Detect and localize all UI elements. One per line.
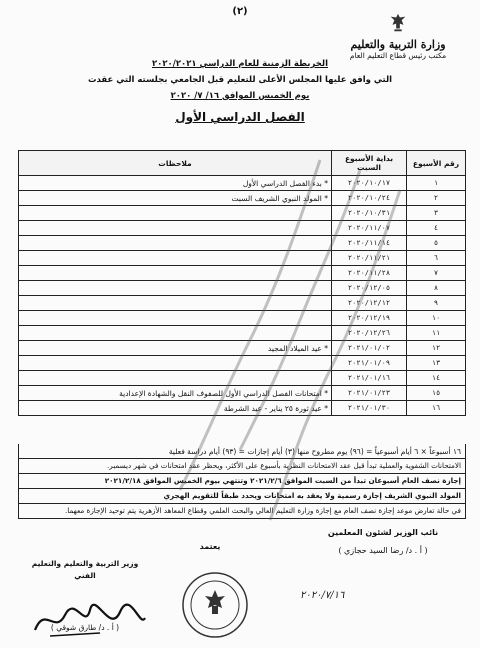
notes-cell: * بدء الفصل الدراسي الأول <box>19 176 332 191</box>
notes-cell <box>19 326 332 341</box>
table-row <box>19 386 466 401</box>
note-item: في حالة تعارض موعد إجازة نصف العام مع إجازة وزارة التعليم العالي والبحث العلمي وقطاع المعاهد الأزهرية يتم توحيد الإجازة معهما. <box>19 503 465 518</box>
table-row <box>19 236 466 251</box>
week-start-cell: ٢٠٢٠/١١/٢٨ <box>332 266 407 281</box>
notes-cell: * امتحانات الفصل الدراسي الأول للصفوف النقل والشهادة الإعدادية <box>19 386 332 401</box>
title-line-2: التي وافق عليها المجلس الأعلى للتعليم قبل الجامعي بجلسته التي عقدت <box>87 75 393 85</box>
week-number-cell: ٥ <box>407 236 466 251</box>
note-item: إجازة نصف العام أسبوعان تبدأ من السبت الموافق ٢٠٢١/٢/٦ وتنتهي بيوم الخميس الموافق ٢٠٢١/٢/١٨ <box>19 473 465 488</box>
week-number-cell: ١٣ <box>407 356 466 371</box>
week-number-cell: ٦ <box>407 251 466 266</box>
week-number-cell: ١٢ <box>407 341 466 356</box>
week-start-cell: ٢٠٢١/٠١/٣٠ <box>332 401 407 416</box>
week-start-cell: ٢٠٢٠/١١/١٤ <box>332 236 407 251</box>
week-number-cell: ٧ <box>407 266 466 281</box>
notes-cell: * المولد النبوي الشريف السبت <box>19 191 332 206</box>
notes-cell <box>19 356 332 371</box>
signature-scribble-icon <box>30 600 150 640</box>
header-notes: ملاحظات <box>19 151 332 176</box>
table-row <box>19 206 466 221</box>
title-line-1: الخريطة الزمنية للعام الدراسي ٢٠٢٠/٢٠٢١ <box>151 59 328 69</box>
deputy-title: نائب الوزير لشئون المعلمين <box>327 528 439 537</box>
note-item: المولد النبوي الشريف إجازة رسمية ولا يعقد به امتحانات ويحدد طبقاً للتقويم الهجري <box>19 488 465 503</box>
week-start-cell: ٢٠٢٠/١١/٢١ <box>332 251 407 266</box>
notes-box <box>18 459 466 519</box>
notes-cell: * عيد الميلاد المجيد <box>19 341 332 356</box>
document-title <box>40 56 440 104</box>
week-start-cell: ٢٠٢٠/١٢/١٩ <box>332 311 407 326</box>
notes-cell <box>19 281 332 296</box>
table-row <box>19 371 466 386</box>
table-row <box>19 251 466 266</box>
notes-cell <box>19 221 332 236</box>
week-number-cell: ١١ <box>407 326 466 341</box>
week-start-cell: ٢٠٢٠/١٠/٢٤ <box>332 191 407 206</box>
table-row <box>19 176 466 191</box>
approval-label: يعتمد <box>199 542 221 551</box>
table-row <box>19 281 466 296</box>
week-number-cell: ٤ <box>407 221 466 236</box>
week-number-cell: ١٠ <box>407 311 466 326</box>
week-start-cell: ٢٠٢١/٠١/٠٢ <box>332 341 407 356</box>
table-row <box>19 296 466 311</box>
week-start-cell: ٢٠٢٠/١٠/١٧ <box>332 176 407 191</box>
week-number-cell: ٩ <box>407 296 466 311</box>
week-start-cell: ٢٠٢١/٠١/١٦ <box>332 371 407 386</box>
table-header-row <box>19 151 466 176</box>
week-number-cell: ١٥ <box>407 386 466 401</box>
table-row <box>19 311 466 326</box>
header-week-start: بداية الأسبوع السبت <box>332 151 407 176</box>
week-start-cell: ٢٠٢٠/١٢/١٢ <box>332 296 407 311</box>
week-start-cell: ٢٠٢٠/١٢/٢٦ <box>332 326 407 341</box>
ministry-name: وزارة التربية والتعليم <box>350 38 446 51</box>
table-row <box>19 191 466 206</box>
minister-name: ( أ . د/ طارق شوقي ) <box>50 623 120 632</box>
week-number-cell: ٣ <box>407 206 466 221</box>
ministry-header <box>328 12 468 61</box>
week-number-cell: ١٤ <box>407 371 466 386</box>
note-item: الامتحانات الشفوية والعملية تبدأ قبل عقد الامتحانات النظرية بأسبوع على الأكثر، ويحظر عقد امتحانات في شهر ديسمبر. <box>107 461 461 470</box>
notes-cell <box>19 266 332 281</box>
official-seal-icon <box>180 570 250 640</box>
week-start-cell: ٢٠٢٠/١٢/٠٥ <box>332 281 407 296</box>
week-number-cell: ٢ <box>407 191 466 206</box>
schedule-table <box>18 150 466 416</box>
eagle-emblem-icon <box>387 12 409 34</box>
title-line-3: يوم الخميس الموافق ١٦/ ٧/ ٢٠٢٠ <box>170 91 310 101</box>
table-row <box>19 401 466 416</box>
notes-cell <box>19 371 332 386</box>
days-summary: ١٦ أسبوعاً × ٦ أيام أسبوعياً = (٩٦) يوم مطروح منها (٣) أيام إجازات = (٩٣) أيام دراسة فعلية <box>18 444 466 459</box>
table-row <box>19 266 466 281</box>
week-number-cell: ١٦ <box>407 401 466 416</box>
notes-cell <box>19 296 332 311</box>
handwritten-date: ٢٠٢٠/٧/١٦ <box>300 590 345 601</box>
week-number-cell: ١ <box>407 176 466 191</box>
notes-cell <box>19 251 332 266</box>
deputy-name: ( أ . د/ رضا السيد حجازي ) <box>338 546 428 555</box>
week-start-cell: ٢٠٢٠/١١/٠٧ <box>332 221 407 236</box>
week-number-cell: ٨ <box>407 281 466 296</box>
minister-title: وزير التربية والتعليم والتعليم الفني <box>31 559 139 580</box>
notes-cell <box>19 236 332 251</box>
notes-cell <box>19 206 332 221</box>
schedule-body <box>19 176 466 416</box>
page-number: (٢) <box>232 6 248 17</box>
table-row <box>19 221 466 236</box>
week-start-cell: ٢٠٢٠/١٠/٣١ <box>332 206 407 221</box>
office-name: مكتب رئيس قطاع التعليم العام <box>349 51 447 60</box>
notes-cell: * عيد ثورة ٢٥ يناير - عيد الشرطة <box>19 401 332 416</box>
notes-cell <box>19 311 332 326</box>
week-start-cell: ٢٠٢١/٠١/٢٣ <box>332 386 407 401</box>
table-row <box>19 356 466 371</box>
semester-title: الفصل الدراسي الأول <box>175 110 305 124</box>
header-week-number: رقم الأسبوع <box>407 151 466 176</box>
table-row <box>19 341 466 356</box>
signature-deputy <box>308 526 458 558</box>
table-row <box>19 326 466 341</box>
week-start-cell: ٢٠٢١/٠١/٠٩ <box>332 356 407 371</box>
